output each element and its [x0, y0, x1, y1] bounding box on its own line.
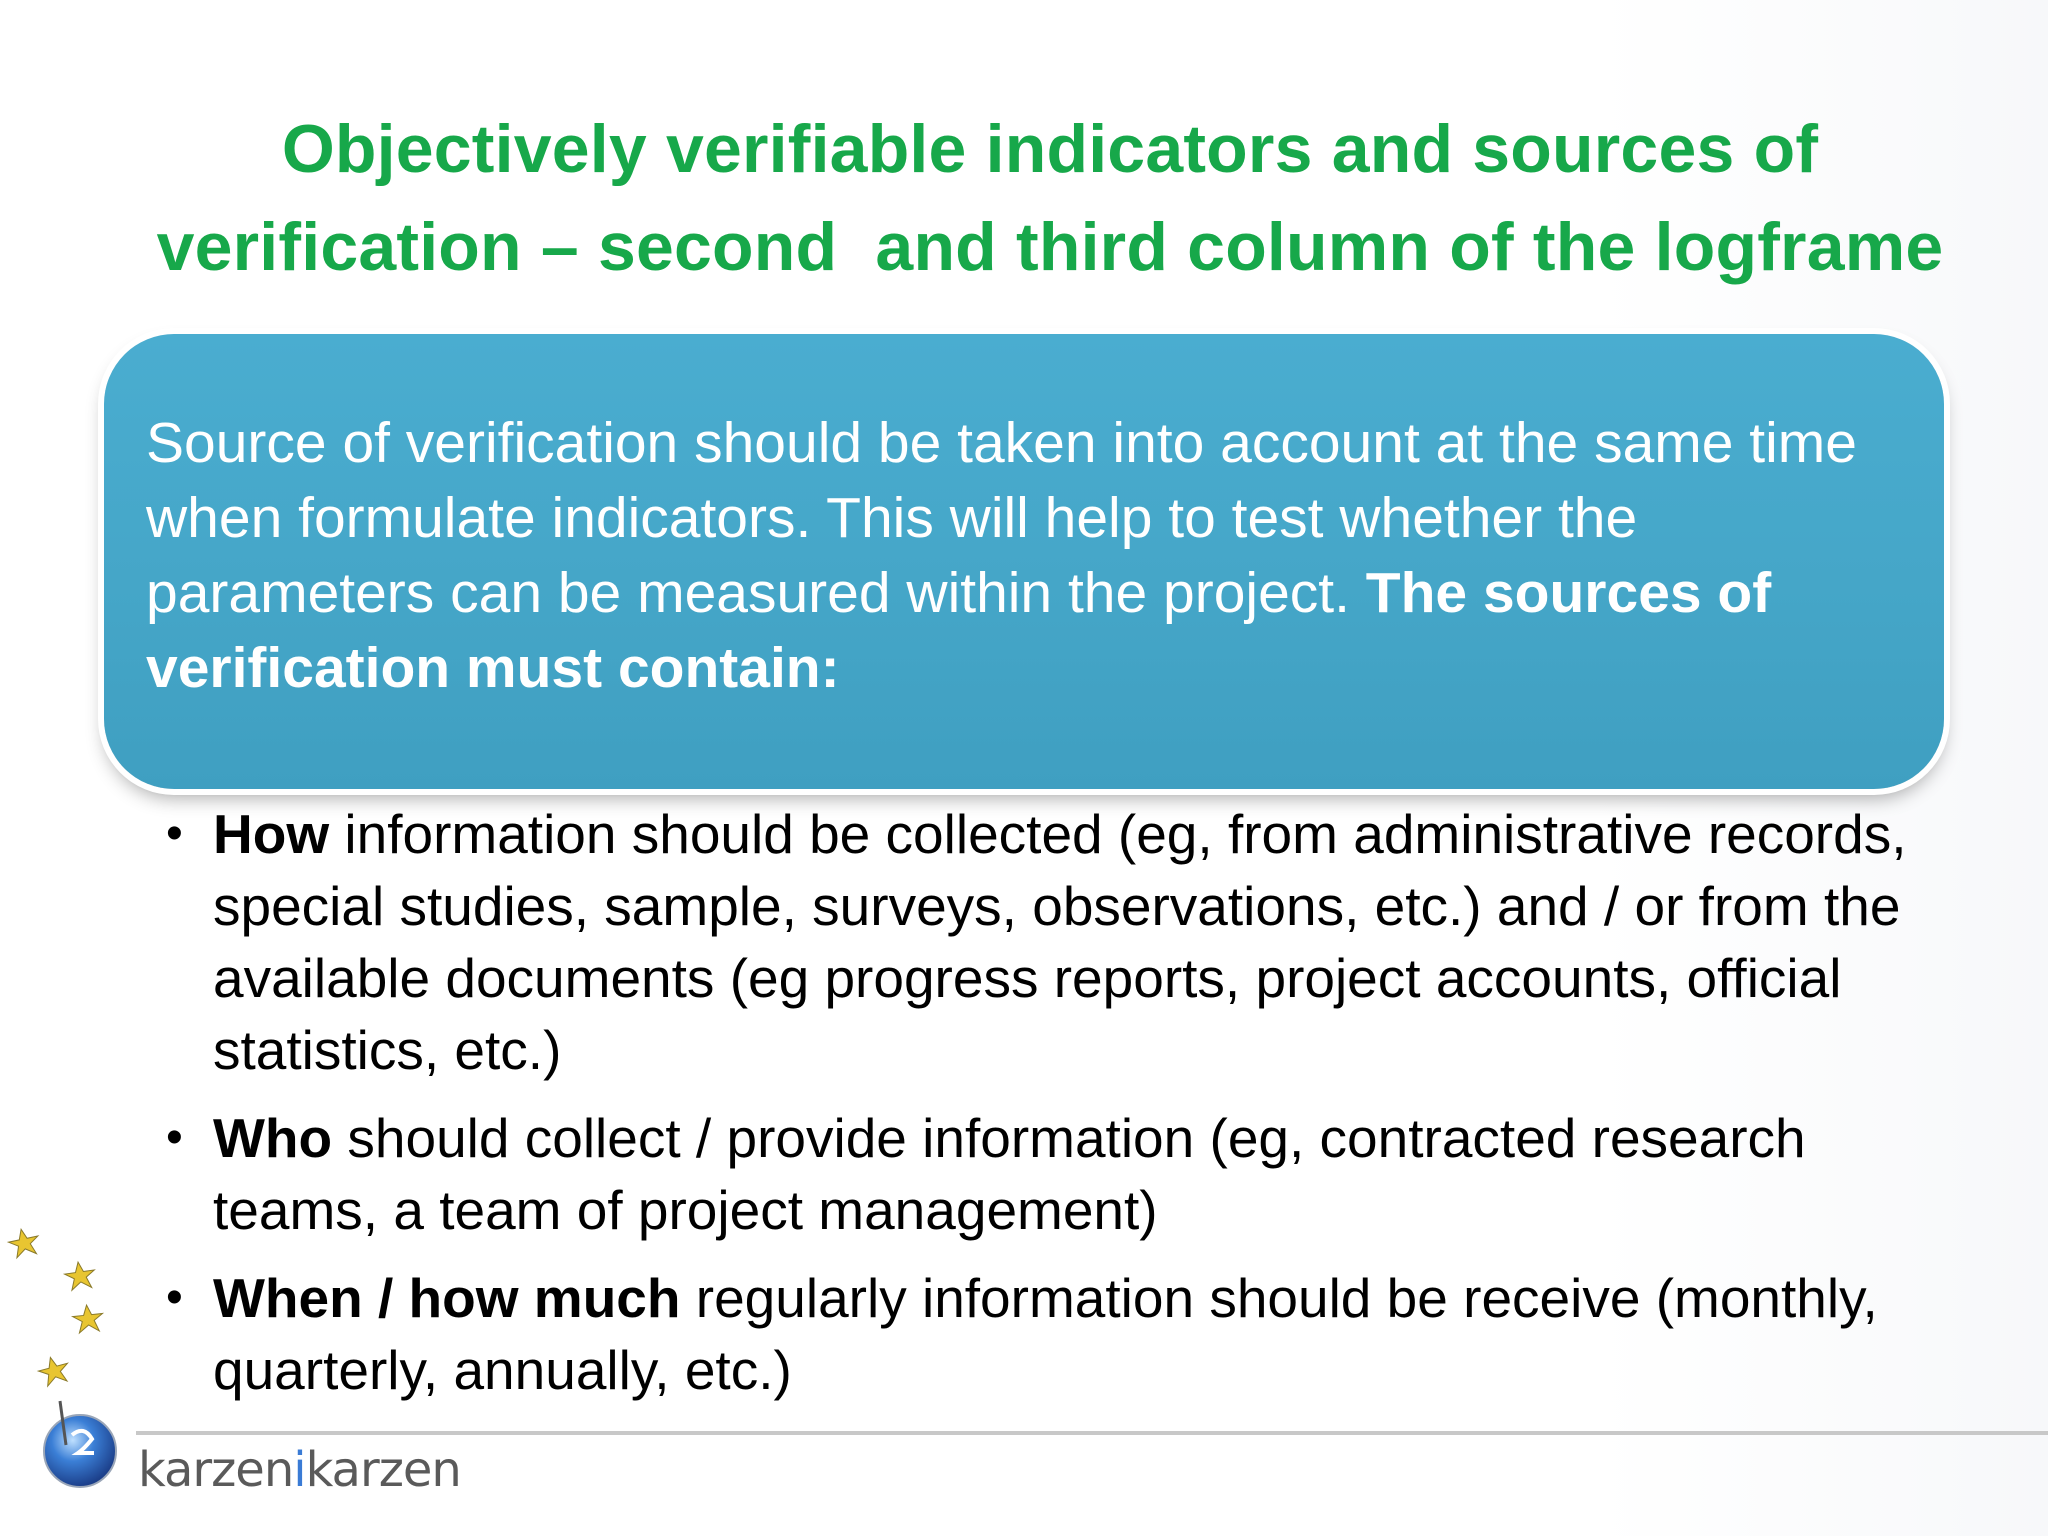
callout-box	[104, 334, 1944, 789]
title-line-2: verification – second and third column of the logframe	[156, 209, 1944, 285]
list-item	[160, 798, 1960, 1086]
bullet-keyword: Who	[213, 1107, 333, 1169]
bullet-icon: •	[166, 1271, 183, 1324]
bullet-icon: •	[166, 1111, 183, 1164]
bullet-text: should collect / provide information (eg, contracted research teams, a team of project management)	[213, 1107, 1806, 1241]
brand-right: karzen	[305, 1442, 461, 1498]
bullet-list	[160, 798, 1960, 1422]
karzen-globe-logo-icon	[0, 1225, 160, 1515]
bullet-text: regularly information should be receive (monthly, quarterly, annually, etc.)	[213, 1267, 1878, 1401]
bullet-keyword: How	[213, 803, 330, 865]
bullet-icon: •	[166, 807, 183, 860]
brand-separator: i	[293, 1442, 306, 1498]
callout-text-bold: The sources of verification must contain:	[146, 561, 1772, 700]
callout-text-regular: Source of verification should be taken into account at the same time when formulate indicators. This will help to test whether the parameters can be measured within the project.	[146, 411, 1857, 625]
brand-wordmark	[138, 1442, 461, 1498]
footer-divider	[136, 1431, 2048, 1435]
bullet-text: information should be collected (eg, from administrative records, special studies, sample, surveys, observations, etc.) and / or from the available documents (eg progress reports, project accounts, official statistics, etc.)	[213, 803, 1907, 1081]
bullet-keyword: When / how much	[213, 1267, 681, 1329]
brand-left: karzen	[138, 1442, 294, 1498]
slide-title	[90, 100, 2010, 296]
eu-stars-icon	[6, 1226, 104, 1387]
list-item	[160, 1102, 1960, 1246]
title-line-1: Objectively verifiable indicators and sources of	[281, 111, 1819, 187]
list-item	[160, 1262, 1960, 1406]
callout-text	[146, 406, 1926, 706]
